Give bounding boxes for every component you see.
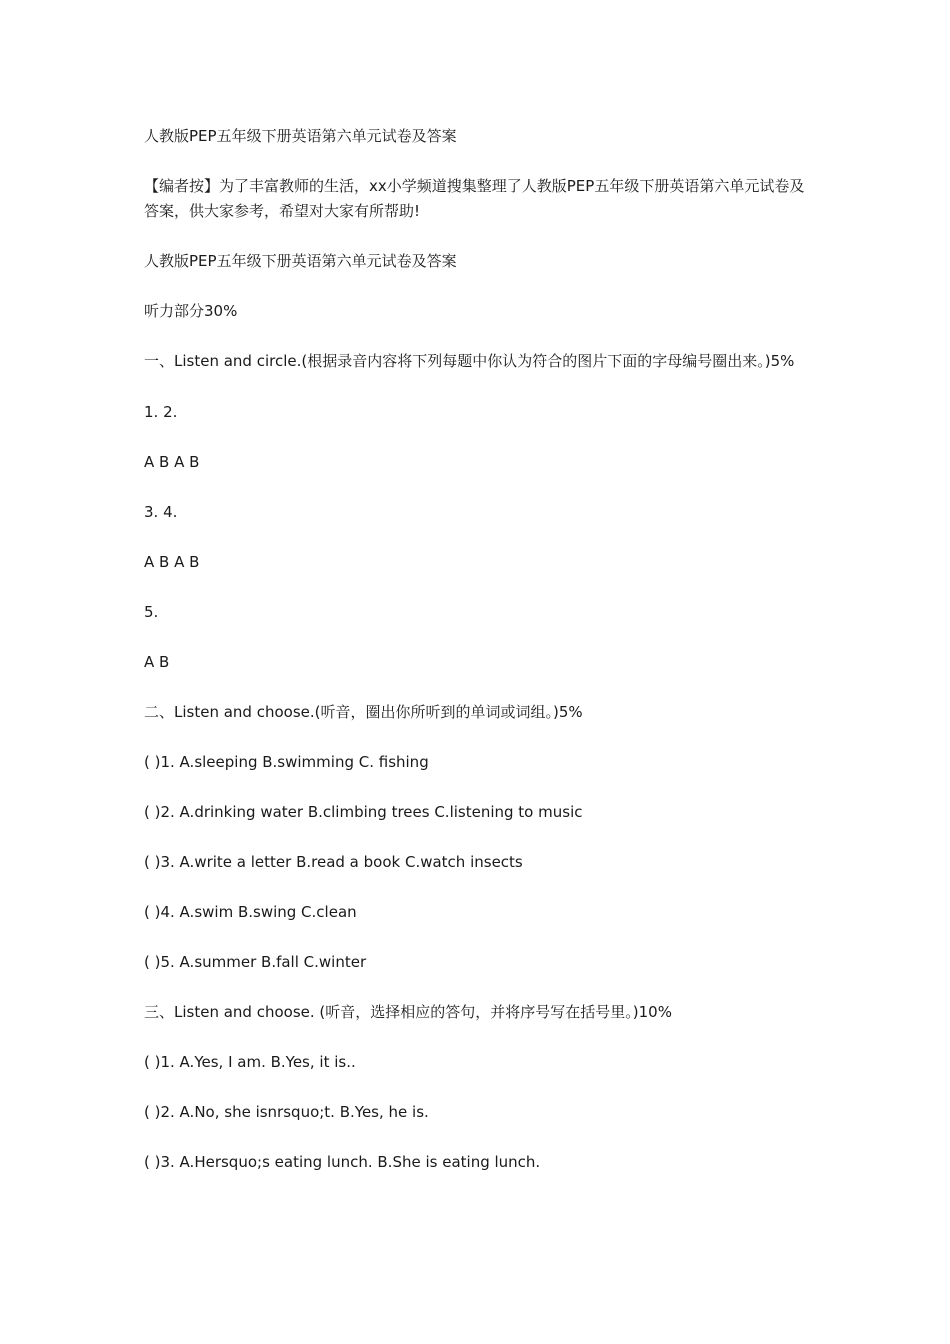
section-2-question-1: ( )1. A.sleeping B.swimming C. fishing (144, 752, 429, 771)
section-1-options-1-2: A B A B (144, 452, 200, 471)
doc-subtitle: 人教版PEP五年级下册英语第六单元试卷及答案 (144, 252, 457, 270)
listening-part-heading: 听力部分30% (144, 302, 238, 320)
section-1-options-5: A B (144, 652, 170, 671)
section-2-question-4: ( )4. A.swim B.swing C.clean (144, 902, 357, 921)
section-1-numbers-3-4: 3. 4. (144, 502, 178, 521)
section-2-heading: 二、Listen and choose.(听音，圈出你所听到的单词或词组。)5% (144, 702, 583, 721)
section-1-numbers-1-2: 1. 2. (144, 402, 178, 421)
editor-note: 【编者按】为了丰富教师的生活，xx小学频道搜集整理了人教版PEP五年级下册英语第六单元试卷及答案，供大家参考，希望对大家有所帮助! (144, 177, 805, 220)
document-body (144, 124, 816, 1200)
section-2-question-2: ( )2. A.drinking water B.climbing trees C.listening to music (144, 802, 583, 821)
section-2-question-5: ( )5. A.summer B.fall C.winter (144, 952, 367, 971)
section-1-options-3-4: A B A B (144, 552, 200, 571)
section-3-question-2: ( )2. A.No, she isnrsquo;t. B.Yes, he is. (144, 1102, 429, 1121)
doc-title: 人教版PEP五年级下册英语第六单元试卷及答案 (144, 127, 457, 145)
section-3-heading: 三、Listen and choose. (听音，选择相应的答句，并将序号写在括号里。)10% (144, 1002, 672, 1021)
section-3-question-1: ( )1. A.Yes, I am. B.Yes, it is.. (144, 1052, 356, 1071)
section-3-question-3: ( )3. A.Hersquo;s eating lunch. B.She is eating lunch. (144, 1152, 541, 1171)
section-1-number-5: 5. (144, 602, 159, 621)
section-1-heading: 一、Listen and circle.(根据录音内容将下列每题中你认为符合的图片下面的字母编号圈出来。)5% (144, 352, 795, 370)
section-2-question-3: ( )3. A.write a letter B.read a book C.watch insects (144, 852, 523, 871)
